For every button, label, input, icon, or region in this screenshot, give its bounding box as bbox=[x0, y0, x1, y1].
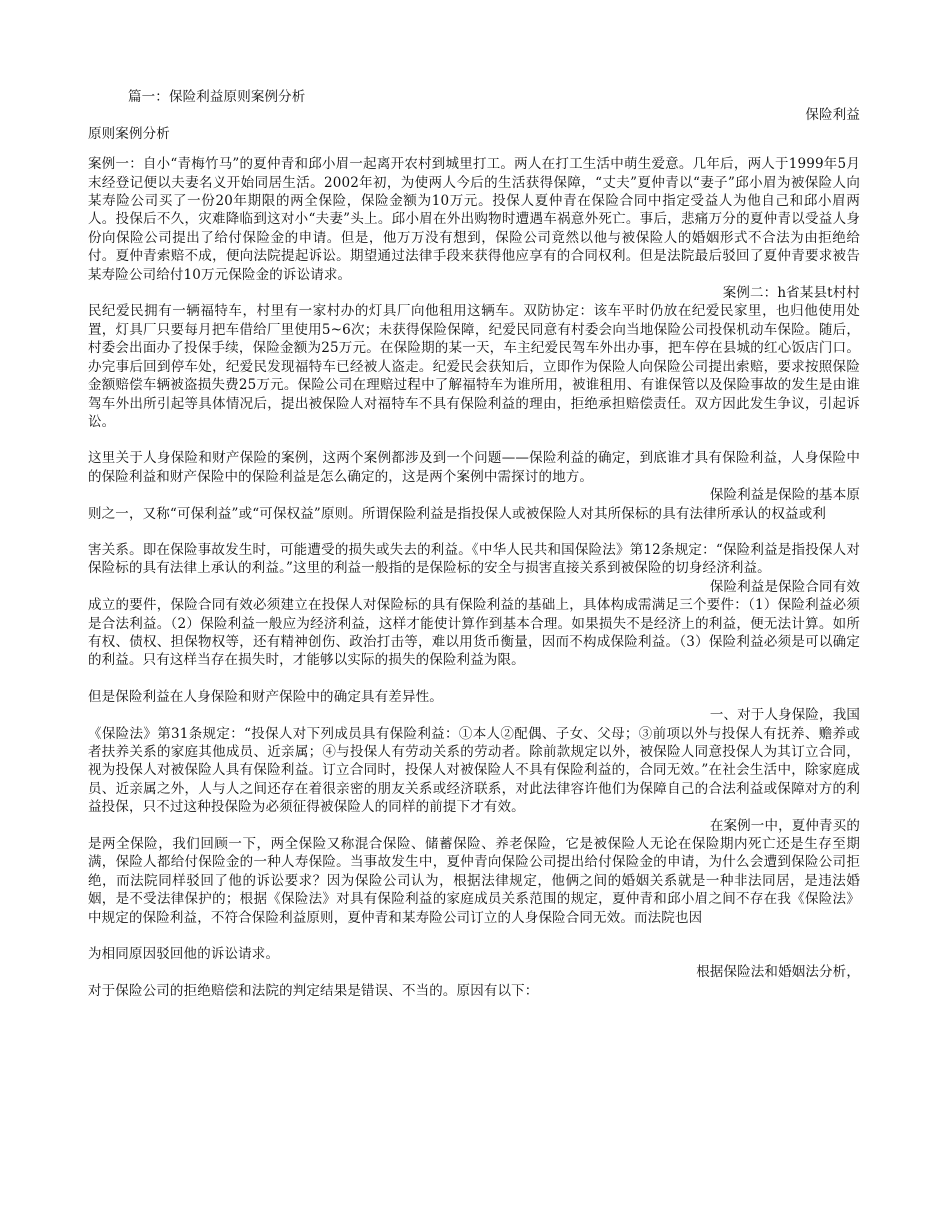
basic-principle-paragraph: 则之一，又称“可保利益”或“可保权益”原则。所谓保险利益是指投保人或被保险人对其所保标的具有法律所承认的权益或利 bbox=[88, 505, 827, 522]
case-two-paragraph: 民纪爱民拥有一辆福特车，村里有一家村办的灯具厂向他租用这辆车。双防协定：该车平时仍放在纪爱民家里，也归他使用处置，灯具厂只要每月把车借给厂里使用5~6次；未获得保险保障，纪爱民同意有村委会向当地保险公司投保机动车保险。随后，村委会出面办了投保手续，保险金额为25万元。在保险期的某一天，车主纪爱民驾车外出办事，把车停在县城的红心饭店门口。办完事后回到停车处，纪爱民发现福特车已经被人盗走。纪爱民会获知后，立即作为保险人向保险公司提出索赔，要求按照保险金额赔偿车辆被盗损失费25万元。保险公司在理赔过程中了解福特车为谁所用，被谁租用、有谁保管以及保险事故的发生是由谁驾车外出所引起等具体情况后，提出被保险人对福特车不具有保险利益的理由，拒绝承担赔偿责任。双方因此发生争议，引起诉讼。 bbox=[88, 303, 860, 430]
document-title: 篇一：保险利益原则案例分析 bbox=[128, 89, 306, 105]
law-analysis-lead: 根据保险法和婚姻法分析， bbox=[696, 964, 860, 981]
heading-fragment-right: 保险利益 bbox=[805, 107, 860, 124]
personal-insurance-lead: 一、对于人身保险，我国 bbox=[709, 707, 860, 724]
document-page bbox=[88, 88, 860, 1000]
intro-paragraph: 这里关于人身保险和财产保险的案例，这两个案例都涉及到一个问题——保险利益的确定，到底谁才具有保险利益，人身保险中的保险利益和财产保险中的保险利益是怎么确定的，这是两个案例中需探讨的地方。 bbox=[88, 450, 860, 485]
personal-insurance-paragraph: 《保险法》第31条规定：“投保人对下列成员具有保险利益：①本人②配偶、子女、父母；③前项以外与投保人有抚养、赡养或者扶养关系的家庭其他成员、近亲属；④与投保人有劳动关系的劳动者。除前款规定以外，被保险人同意投保人为其订立合同，视为投保人对被保险人具有保险利益。订立合同时，投保人对被保险人不具有保险利益的，合同无效。”在社会生活中，除家庭成员、近亲属之外，人与人之间还存在着很亲密的朋友关系或经济联系，对此法律容许他们为保障自己的合法利益或保障对方的利益投保，只不过这种投保险为必须征得被保险人的同样的前提下才有效。 bbox=[88, 725, 860, 816]
difference-paragraph: 但是保险利益在人身保险和财产保险中的确定具有差异性。 bbox=[88, 688, 443, 705]
case-two-heading: 案例二：h省某县t村村 bbox=[722, 285, 860, 302]
harm-relation-paragraph: 害关系。即在保险事故发生时，可能遭受的损失或失去的利益。《中华人民共和国保险法》第12条规定：“保险利益是指投保人对保险标的具有法律上承认的利益。”这里的利益一般指的是保险标的安全与损害直接关系到被保险的切身经济利益。 bbox=[88, 541, 860, 577]
case-one-analysis-paragraph: 是两全保险，我们回顾一下，两全保险又称混合保险、储蓄保险、养老保险，它是被保险人无论在保险期内死亡还是生存至期满，保险人都给付保险金的一种人寿保险。当事故发生中，夏仲青向保险公司提出给付保险金的申请，为什么会遭到保险公司拒绝，而法院同样驳回了他的诉讼要求？因为保险公司认为，根据法律规定，他俩之间的婚姻关系就是一种非法同居，是违法婚姻，是不受法律保护的；根据《保险法》对具有保险利益的家庭成员关系范围的规定，夏仲青和邱小眉之间不存在我《保险法》中规定的保险利益，不符合保险利益原则，夏仲青和某寿险公司订立的人身保险合同无效。而法院也因 bbox=[88, 836, 860, 926]
validity-paragraph: 成立的要件，保险合同有效必须建立在投保人对保险标的具有保险利益的基础上，具体构成需满足三个要件：（1）保险利益必须是合法利益。（2）保险利益一般应为经济利益，这样才能使计算作到基本合理。如果损失不是经济上的利益，便无法计算。如所有权、债权、担保物权等，还有精神创伤、政治打击等，难以用货币衡量，因而不构成保险利益。（3）保险利益必须是可以确定的利益。只有这样当存在损失时，才能够以实际的损失的保险利益为限。 bbox=[88, 597, 860, 669]
heading-fragment-left: 原则案例分析 bbox=[88, 125, 170, 142]
law-analysis-paragraph: 对于保险公司的拒绝赔偿和法院的判定结果是错误、不当的。原因有以下： bbox=[88, 982, 539, 999]
rejection-paragraph: 为相同原因驳回他的诉讼请求。 bbox=[88, 946, 280, 963]
case-one-analysis-lead: 在案例一中，夏仲青买的 bbox=[709, 817, 860, 834]
validity-lead: 保险利益是保险合同有效 bbox=[709, 578, 860, 595]
basic-principle-lead: 保险利益是保险的基本原 bbox=[709, 487, 860, 504]
case-one-paragraph: 案例一：自小“青梅竹马”的夏仲青和邱小眉一起离开农村到城里打工。两人在打工生活中萌生爱意。几年后，两人于1999年5月末经登记便以夫妻名义开始同居生活。2002年初，为使两人今后的生活获得保障，“丈夫”夏仲青以“妻子”邱小眉为被保险人向某寿险公司买了一份20年期限的两全保险，保险金额为10万元。投保人夏仲青在保险合同中指定受益人为他自己和邱小眉两人。投保后不久，灾难降临到这对小“夫妻”头上。邱小眉在外出购物时遭遇车祸意外死亡。事后，悲痛万分的夏仲青以受益人身份向保险公司提出了给付保险金的申请。但是，他万万没有想到，保险公司竟然以他与被保险人的婚姻形式不合法为由拒绝给付。夏仲青索赔不成，便向法院提起诉讼。期望通过法律手段来获得他应享有的合同权利。但是法院最后驳回了夏仲青要求被告某寿险公司给付10万元保险金的诉讼请求。 bbox=[88, 156, 860, 283]
